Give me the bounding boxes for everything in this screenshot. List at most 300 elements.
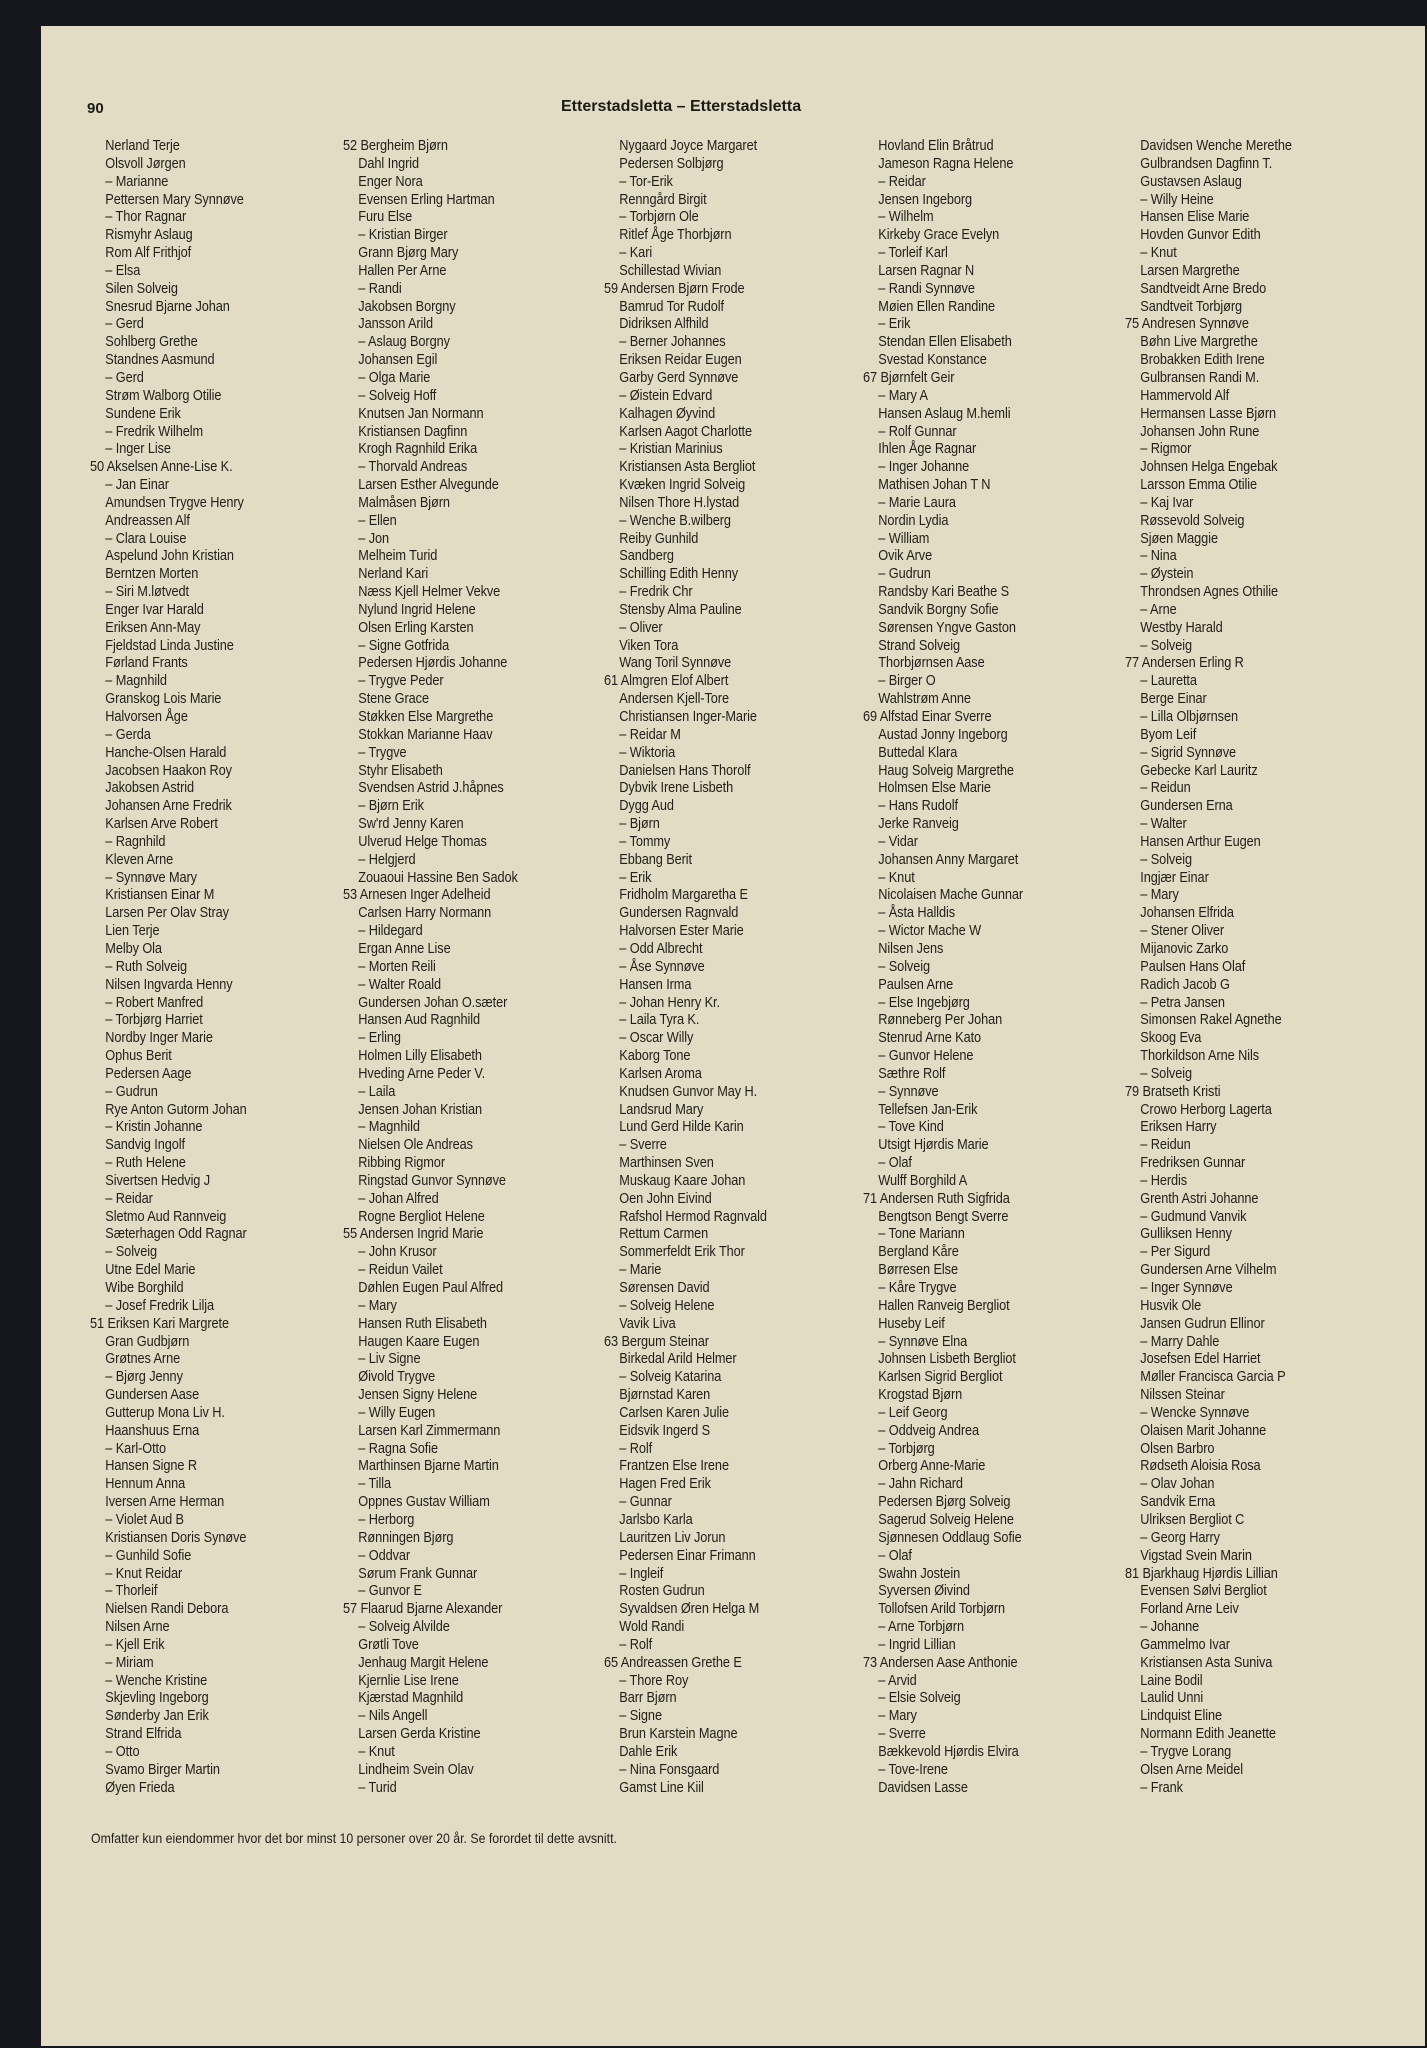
- resident-entry: – Torbjørn Ole: [619, 208, 699, 226]
- resident-entry: Birkedal Arild Helmer: [619, 1350, 737, 1368]
- resident-entry: – Olaf: [878, 1154, 912, 1172]
- resident-entry: – Olga Marie: [358, 368, 431, 386]
- resident-entry: Halvorsen Ester Marie: [619, 922, 744, 940]
- resident-entry: Throndsen Agnes Othilie: [1140, 583, 1278, 601]
- resident-entry: – Lauretta: [1140, 672, 1197, 690]
- column-4: [863, 137, 1077, 1796]
- resident-entry: – Bjørg Jenny: [105, 1368, 183, 1386]
- resident-entry: Vavik Liva: [619, 1314, 676, 1332]
- resident-entry: Karlsen Arve Robert: [105, 815, 218, 833]
- resident-entry: Husvik Ole: [1140, 1296, 1202, 1314]
- resident-entry: Sørensen Yngve Gaston: [878, 618, 1016, 636]
- resident-entry: Davidsen Lasse: [878, 1778, 968, 1796]
- resident-entry: Olaisen Marit Johanne: [1140, 1421, 1267, 1439]
- resident-entry: – Tove-Irene: [878, 1760, 948, 1778]
- resident-entry: Jakobsen Astrid: [105, 779, 195, 797]
- resident-entry: – Mary A: [878, 386, 928, 404]
- resident-entry: – Kjell Erik: [105, 1635, 165, 1653]
- resident-entry: Marthinsen Sven: [619, 1154, 714, 1172]
- resident-entry: – Randi Synnøve: [878, 279, 975, 297]
- resident-entry: Vigstad Svein Marin: [1140, 1546, 1252, 1564]
- resident-entry: Bengtson Bengt Sverre: [878, 1207, 1009, 1225]
- resident-entry: – Laila: [358, 1082, 396, 1100]
- resident-entry: Amundsen Trygve Henry: [105, 493, 244, 511]
- resident-entry: Haug Solveig Margrethe: [878, 761, 1014, 779]
- resident-entry: – Reidun: [1140, 1136, 1191, 1154]
- resident-entry: Larsen Margrethe: [1140, 261, 1240, 279]
- resident-entry: Gulliksen Henny: [1140, 1225, 1232, 1243]
- resident-entry: Laine Bodil: [1140, 1671, 1203, 1689]
- resident-entry: – Nina: [1140, 547, 1177, 565]
- resident-entry: Kristiansen Asta Bergliot: [619, 458, 756, 476]
- resident-entry: 50 Akselsen Anne-Lise K.: [90, 458, 233, 476]
- resident-entry: Karlsen Sigrid Bergliot: [878, 1368, 1003, 1386]
- resident-entry: – Liv Signe: [358, 1350, 421, 1368]
- resident-entry: 71 Andersen Ruth Sigfrida: [863, 1189, 1010, 1207]
- resident-entry: – Olav Johan: [1140, 1475, 1215, 1493]
- resident-entry: Hammervold Alf: [1140, 386, 1230, 404]
- resident-entry: Kalhagen Øyvind: [619, 404, 716, 422]
- resident-entry: – Reidun: [1140, 779, 1191, 797]
- resident-entry: Holmen Lilly Elisabeth: [358, 1047, 482, 1065]
- resident-entry: – Solveig: [1140, 850, 1192, 868]
- resident-entry: Nilsen Jens: [878, 939, 944, 957]
- resident-entry: – Kristin Johanne: [105, 1118, 203, 1136]
- resident-entry: – Solveig Katarina: [619, 1368, 722, 1386]
- resident-entry: – Walter: [1140, 815, 1187, 833]
- resident-entry: – Inger Synnøve: [1140, 1279, 1233, 1296]
- resident-entry: Schillestad Wivian: [619, 261, 722, 279]
- resident-entry: Byom Leif: [1140, 725, 1197, 743]
- resident-entry: Radich Jacob G: [1140, 975, 1230, 993]
- resident-entry: – Johan Henry Kr.: [619, 993, 720, 1011]
- resident-entry: Christiansen Inger-Marie: [619, 708, 757, 725]
- resident-entry: Sivertsen Hedvig J: [105, 1171, 211, 1189]
- resident-entry: Normann Edith Jeanette: [1140, 1725, 1276, 1743]
- resident-entry: Nilsen Arne: [105, 1618, 170, 1636]
- resident-entry: Huseby Leif: [878, 1314, 945, 1332]
- resident-entry: Wang Toril Synnøve: [619, 654, 732, 672]
- resident-entry: 73 Andersen Aase Anthonie: [863, 1653, 1018, 1671]
- resident-entry: Zouaoui Hassine Ben Sadok: [358, 868, 518, 886]
- resident-entry: Nielsen Ole Andreas: [358, 1136, 473, 1154]
- resident-entry: – Wilhelm: [878, 208, 934, 226]
- resident-entry: Ritlef Åge Thorbjørn: [619, 226, 732, 244]
- resident-entry: – Josef Fredrik Lilja: [105, 1296, 215, 1314]
- resident-entry: Lund Gerd Hilde Karin: [619, 1118, 744, 1136]
- resident-entry: Swahn Jostein: [878, 1564, 961, 1582]
- resident-entry: – Morten Reili: [358, 957, 436, 975]
- column-1: [90, 137, 304, 1796]
- resident-entry: 63 Bergum Steinar: [604, 1332, 709, 1350]
- resident-entry: Hansen Ruth Elisabeth: [358, 1314, 487, 1332]
- resident-entry: Mathisen Johan T N: [878, 476, 991, 494]
- resident-entry: – Berner Johannes: [619, 333, 726, 351]
- resident-entry: Svamo Birger Martin: [105, 1760, 220, 1778]
- resident-entry: Rosten Gudrun: [619, 1582, 705, 1600]
- resident-entry: – Solveig Alvilde: [358, 1618, 450, 1636]
- resident-entry: Møien Ellen Randine: [878, 297, 996, 315]
- resident-entry: – Gerd: [105, 315, 144, 333]
- resident-entry: – Jon: [358, 529, 390, 547]
- resident-entry: Oen John Eivind: [619, 1189, 712, 1207]
- resident-entry: – Arne Torbjørn: [878, 1618, 964, 1636]
- resident-entry: 61 Almgren Elof Albert: [604, 672, 729, 690]
- resident-entry: – Sverre: [619, 1136, 667, 1154]
- resident-entry: – Synnøve Mary: [105, 868, 197, 886]
- resident-entry: – Hildegard: [358, 922, 423, 940]
- resident-entry: – Solveig Helene: [619, 1296, 715, 1314]
- resident-entry: – Reidar: [105, 1189, 153, 1207]
- resident-entry: Kjærstad Magnhild: [358, 1689, 464, 1707]
- resident-entry: Larsson Emma Otilie: [1140, 476, 1258, 494]
- resident-entry: 67 Bjørnfelt Geir: [863, 368, 955, 386]
- resident-entry: Kleven Arne: [105, 850, 174, 868]
- resident-entry: Gutterup Mona Liv H.: [105, 1403, 225, 1421]
- resident-entry: – Tove Kind: [878, 1118, 944, 1136]
- resident-entry: – Åse Synnøve: [619, 957, 705, 975]
- resident-entry: Stensby Alma Pauline: [619, 600, 742, 618]
- resident-entry: – Robert Manfred: [105, 993, 204, 1011]
- resident-entry: Hveding Arne Peder V.: [358, 1064, 486, 1082]
- resident-entry: Støkken Else Margrethe: [358, 708, 494, 725]
- resident-entry: Pedersen Solbjørg: [619, 154, 724, 172]
- resident-entry: – Signe: [619, 1707, 662, 1725]
- resident-entry: Sandvik Erna: [1140, 1493, 1216, 1511]
- resident-entry: Rønneberg Per Johan: [878, 1011, 1003, 1029]
- resident-entry: Møller Francisca Garcia P: [1140, 1368, 1286, 1386]
- resident-entry: Brobakken Edith Irene: [1140, 351, 1265, 369]
- resident-entry: – Erik: [619, 868, 652, 886]
- resident-entry: – Gudrun: [105, 1082, 158, 1100]
- resident-entry: Sæterhagen Odd Ragnar: [105, 1225, 247, 1243]
- resident-entry: – Tommy: [619, 832, 671, 850]
- resident-entry: Gebecke Karl Lauritz: [1140, 761, 1258, 779]
- resident-entry: – Fredrik Wilhelm: [105, 422, 204, 440]
- resident-entry: Muskaug Kaare Johan: [619, 1171, 746, 1189]
- resident-entry: 65 Andreassen Grethe E: [604, 1653, 742, 1671]
- resident-entry: Paulsen Hans Olaf: [1140, 957, 1246, 975]
- resident-entry: Hansen Signe R: [105, 1457, 197, 1475]
- resident-entry: – Olaf: [878, 1546, 912, 1564]
- resident-entry: – Mary: [358, 1296, 397, 1314]
- resident-entry: – Laila Tyra K.: [619, 1011, 700, 1029]
- resident-entry: Furu Else: [358, 208, 413, 226]
- resident-entry: – Gerd: [105, 368, 144, 386]
- resident-entry: Thorkildson Arne Nils: [1140, 1047, 1259, 1065]
- resident-entry: – Kari: [619, 244, 653, 262]
- resident-entry: – Turid: [358, 1778, 397, 1796]
- resident-entry: – Herborg: [358, 1510, 415, 1528]
- resident-entry: Johansen John Rune: [1140, 422, 1260, 440]
- footnote: Omfatter kun eiendommer hvor det bor minst 10 personer over 20 år. Se forordet til dette avsnitt.: [91, 1830, 617, 1846]
- resident-entry: Ergan Anne Lise: [358, 939, 451, 957]
- resident-entry: Andreassen Alf: [105, 511, 190, 529]
- resident-entry: Nilssen Steinar: [1140, 1386, 1225, 1404]
- resident-entry: – Tor-Erik: [619, 172, 673, 190]
- resident-entry: Jensen Johan Kristian: [358, 1100, 482, 1118]
- resident-entry: Dahl Ingrid: [358, 154, 420, 172]
- resident-entry: Jameson Ragna Helene: [878, 154, 1014, 172]
- resident-entry: – Karl-Otto: [105, 1439, 167, 1457]
- resident-entry: Ophus Berit: [105, 1047, 172, 1065]
- resident-entry: – Wiktoria: [619, 743, 676, 761]
- resident-entry: – Else Ingebjørg: [878, 993, 970, 1011]
- resident-entry: – Solveig: [105, 1243, 157, 1261]
- resident-entry: – Gunvor Helene: [878, 1047, 974, 1065]
- resident-entry: – Wenche B.wilberg: [619, 511, 731, 529]
- resident-entry: Lien Terje: [105, 922, 160, 940]
- resident-entry: Sandtveidt Arne Bredo: [1140, 279, 1267, 297]
- resident-entry: Sjønnesen Oddlaug Sofie: [878, 1528, 1022, 1546]
- resident-entry: – Thor Ragnar: [105, 208, 187, 226]
- resident-entry: Førland Frants: [105, 654, 188, 672]
- resident-entry: Olsvoll Jørgen: [105, 154, 186, 172]
- resident-entry: Johansen Anny Margaret: [878, 850, 1019, 868]
- resident-entry: – Ragnhild: [105, 832, 166, 850]
- page-number: 90: [87, 100, 104, 117]
- resident-entry: – Gudmund Vanvik: [1140, 1207, 1247, 1225]
- resident-entry: – William: [878, 529, 930, 547]
- resident-entry: Gran Gudbjørn: [105, 1332, 190, 1350]
- resident-entry: – Odd Albrecht: [619, 939, 703, 957]
- resident-entry: Oppnes Gustav William: [358, 1493, 490, 1511]
- resident-entry: 51 Eriksen Kari Margrete: [90, 1314, 229, 1332]
- resident-entry: Skjevling Ingeborg: [105, 1689, 209, 1707]
- resident-entry: – Solveig: [1140, 636, 1192, 654]
- resident-entry: – Solveig: [1140, 1064, 1192, 1082]
- resident-entry: Ribbing Rigmor: [358, 1154, 445, 1172]
- resident-entry: Gustavsen Aslaug: [1140, 172, 1242, 190]
- resident-entry: – Knut Reidar: [105, 1564, 183, 1582]
- resident-entry: Krogstad Bjørn: [878, 1386, 963, 1404]
- resident-entry: Fjeldstad Linda Justine: [105, 636, 234, 654]
- resident-entry: Larsen Gerda Kristine: [358, 1725, 481, 1743]
- resident-entry: Malmåsen Bjørn: [358, 493, 450, 511]
- resident-entry: Sønderby Jan Erik: [105, 1707, 209, 1725]
- resident-entry: – Walter Roald: [358, 975, 441, 993]
- resident-entry: Sæthre Rolf: [878, 1064, 946, 1082]
- resident-entry: – Mary: [878, 1707, 917, 1725]
- resident-entry: Johansen Arne Fredrik: [105, 797, 232, 815]
- column-3: [604, 137, 818, 1796]
- resident-entry: – Jahn Richard: [878, 1475, 963, 1493]
- resident-entry: Didriksen Alfhild: [619, 315, 709, 333]
- resident-entry: Hansen Aud Ragnhild: [358, 1011, 481, 1029]
- resident-entry: Gundersen Ragnvald: [619, 904, 739, 922]
- resident-entry: – Hans Rudolf: [878, 797, 959, 815]
- resident-entry: – Oddvar: [358, 1546, 411, 1564]
- resident-entry: – Thorvald Andreas: [358, 458, 468, 476]
- resident-entry: Marthinsen Bjarne Martin: [358, 1457, 499, 1475]
- resident-entry: Haanshuus Erna: [105, 1421, 200, 1439]
- resident-entry: Carlsen Harry Normann: [358, 904, 492, 922]
- resident-entry: – Petra Jansen: [1140, 993, 1225, 1011]
- resident-entry: Hovland Elin Bråtrud: [878, 137, 994, 154]
- resident-entry: Nordby Inger Marie: [105, 1029, 213, 1047]
- resident-entry: Hansen Aslaug M.hemli: [878, 404, 1011, 422]
- resident-entry: – Willy Heine: [1140, 190, 1214, 208]
- resident-entry: – Thorleif: [105, 1582, 158, 1600]
- resident-entry: Grenth Astri Johanne: [1140, 1189, 1259, 1207]
- resident-entry: Gulbrandsen Dagfinn T.: [1140, 154, 1273, 172]
- resident-entry: Paulsen Arne: [878, 975, 954, 993]
- resident-entry: Melby Ola: [105, 939, 162, 957]
- resident-entry: Gulbransen Randi M.: [1140, 368, 1260, 386]
- resident-entry: Sandvik Borgny Sofie: [878, 600, 999, 618]
- resident-entry: Sommerfeldt Erik Thor: [619, 1243, 745, 1261]
- resident-entry: Jansson Arild: [358, 315, 434, 333]
- resident-entry: Kaborg Tone: [619, 1047, 691, 1065]
- resident-entry: – Sverre: [878, 1725, 926, 1743]
- resident-entry: Frantzen Else Irene: [619, 1457, 729, 1475]
- resident-entry: – Reidar M: [619, 725, 681, 743]
- resident-entry: – Herdis: [1140, 1171, 1188, 1189]
- resident-entry: – Oliver: [619, 618, 663, 636]
- resident-entry: Fredriksen Gunnar: [1140, 1154, 1246, 1172]
- resident-entry: Sagerud Solveig Helene: [878, 1510, 1014, 1528]
- resident-entry: Ringstad Gunvor Synnøve: [358, 1171, 506, 1189]
- resident-entry: Eriksen Harry: [1140, 1118, 1217, 1136]
- resident-entry: Evensen Erling Hartman: [358, 190, 495, 208]
- resident-entry: Jensen Ingeborg: [878, 190, 973, 208]
- resident-entry: Sundene Erik: [105, 404, 181, 422]
- resident-entry: – Inger Lise: [105, 440, 171, 458]
- resident-entry: Svendsen Astrid J.håpnes: [358, 779, 504, 797]
- resident-entry: Gammelmo Ivar: [1140, 1635, 1230, 1653]
- resident-entry: Melheim Turid: [358, 547, 438, 565]
- resident-entry: – Rolf: [619, 1635, 653, 1653]
- resident-entry: – Inger Johanne: [878, 458, 970, 476]
- resident-entry: – Clara Louise: [105, 529, 187, 547]
- resident-entry: – Nina Fonsgaard: [619, 1760, 720, 1778]
- resident-entry: – Synnøve Elna: [878, 1332, 968, 1350]
- resident-entry: 77 Andersen Erling R: [1125, 654, 1244, 672]
- resident-entry: Ebbang Berit: [619, 850, 693, 868]
- resident-entry: Kristiansen Einar M: [105, 886, 215, 904]
- resident-entry: – Gerda: [105, 725, 151, 743]
- resident-entry: Hennum Anna: [105, 1475, 186, 1493]
- resident-entry: – Erling: [358, 1029, 401, 1047]
- resident-entry: Grøtli Tove: [358, 1635, 419, 1653]
- resident-entry: Ulriksen Bergliot C: [1140, 1510, 1245, 1528]
- resident-entry: Fridholm Margaretha E: [619, 886, 748, 904]
- resident-entry: Silen Solveig: [105, 279, 178, 297]
- resident-entry: Austad Jonny Ingeborg: [878, 725, 1008, 743]
- resident-entry: Ihlen Åge Ragnar: [878, 440, 977, 458]
- resident-entry: Rødseth Aloisia Rosa: [1140, 1457, 1261, 1475]
- resident-entry: – Signe Gotfrida: [358, 636, 450, 654]
- resident-entry: Kjernlie Lise Irene: [358, 1671, 459, 1689]
- resident-entry: – Trygve Lorang: [1140, 1742, 1232, 1760]
- resident-entry: Dygg Aud: [619, 797, 674, 815]
- resident-entry: Renngård Birgit: [619, 190, 707, 208]
- resident-entry: 81 Bjarkhaug Hjørdis Lillian: [1125, 1564, 1278, 1582]
- resident-entry: – Georg Harry: [1140, 1528, 1220, 1546]
- resident-entry: Sørensen David: [619, 1279, 710, 1296]
- resident-entry: – Stener Oliver: [1140, 922, 1225, 940]
- resident-entry: 75 Andresen Synnøve: [1125, 315, 1249, 333]
- resident-entry: Halvorsen Åge: [105, 708, 188, 725]
- resident-entry: – Øistein Edvard: [619, 386, 713, 404]
- resident-entry: – Sigrid Synnøve: [1140, 743, 1237, 761]
- resident-entry: – Reidun Vailet: [358, 1261, 443, 1279]
- resident-entry: Mijanovic Zarko: [1140, 939, 1229, 957]
- resident-entry: Rom Alf Frithjof: [105, 244, 192, 262]
- resident-entry: Nielsen Randi Debora: [105, 1600, 229, 1618]
- resident-entry: – Arne: [1140, 600, 1177, 618]
- resident-entry: Eidsvik Ingerd S: [619, 1421, 711, 1439]
- resident-entry: Randsby Kari Beathe S: [878, 583, 1010, 601]
- resident-entry: – Randi: [358, 279, 402, 297]
- resident-entry: Sørum Frank Gunnar: [358, 1564, 478, 1582]
- resident-entry: Pedersen Einar Frimann: [619, 1546, 756, 1564]
- resident-entry: Johansen Egil: [358, 351, 438, 369]
- resident-entry: Næss Kjell Helmer Vekve: [358, 583, 501, 601]
- resident-entry: Hansen Elise Marie: [1140, 208, 1250, 226]
- resident-entry: Berge Einar: [1140, 690, 1207, 708]
- resident-entry: Grann Bjørg Mary: [358, 244, 459, 262]
- resident-entry: – Magnhild: [358, 1118, 420, 1136]
- resident-entry: Schilling Edith Henny: [619, 565, 739, 583]
- resident-entry: – Kristian Marinius: [619, 440, 723, 458]
- resident-entry: Nilsen Thore H.lystad: [619, 493, 740, 511]
- resident-entry: – Mary: [1140, 886, 1179, 904]
- resident-entry: – Johanne: [1140, 1618, 1200, 1636]
- resident-entry: Orberg Anne-Marie: [878, 1457, 986, 1475]
- resident-entry: Pettersen Mary Synnøve: [105, 190, 244, 208]
- resident-entry: Westby Harald: [1140, 618, 1223, 636]
- resident-entry: Bækkevold Hjørdis Elvira: [878, 1742, 1019, 1760]
- resident-entry: Jakobsen Borgny: [358, 297, 456, 315]
- resident-entry: Stokkan Marianne Haav: [358, 725, 493, 743]
- resident-entry: 59 Andersen Bjørn Frode: [604, 279, 745, 297]
- resident-entry: Nilsen Ingvarda Henny: [105, 975, 233, 993]
- resident-entry: Danielsen Hans Thorolf: [619, 761, 751, 779]
- resident-entry: Nerland Terje: [105, 137, 180, 154]
- resident-entry: Pedersen Bjørg Solveig: [878, 1493, 1011, 1511]
- resident-entry: Buttedal Klara: [878, 743, 958, 761]
- resident-entry: – Johan Alfred: [358, 1189, 439, 1207]
- resident-entry: Pedersen Hjørdis Johanne: [358, 654, 508, 672]
- resident-entry: – Elsie Solveig: [878, 1689, 961, 1707]
- resident-entry: Viken Tora: [619, 636, 679, 654]
- resident-entry: Garby Gerd Synnøve: [619, 368, 739, 386]
- resident-entry: 53 Arnesen Inger Adelheid: [343, 886, 491, 904]
- resident-entry: Eriksen Reidar Eugen: [619, 351, 742, 369]
- resident-entry: Kristiansen Asta Suniva: [1140, 1653, 1273, 1671]
- resident-entry: Stenrud Arne Kato: [878, 1029, 982, 1047]
- resident-entry: Sandberg: [619, 547, 674, 565]
- resident-entry: Kristiansen Doris Synøve: [105, 1528, 247, 1546]
- resident-entry: Jerke Ranveig: [878, 815, 959, 833]
- resident-entry: – Helgjerd: [358, 850, 416, 868]
- resident-entry: Hallen Ranveig Bergliot: [878, 1296, 1010, 1314]
- resident-entry: – Per Sigurd: [1140, 1243, 1211, 1261]
- resident-entry: Johansen Elfrida: [1140, 904, 1234, 922]
- resident-entry: Hallen Per Arne: [358, 261, 447, 279]
- resident-entry: Holmsen Else Marie: [878, 779, 991, 797]
- resident-entry: Tollofsen Arild Torbjørn: [878, 1600, 1006, 1618]
- resident-entry: Olsen Barbro: [1140, 1439, 1215, 1457]
- resident-entry: Nerland Kari: [358, 565, 429, 583]
- resident-entry: Larsen Karl Zimmermann: [358, 1421, 501, 1439]
- resident-entry: Larsen Ragnar N: [878, 261, 975, 279]
- resident-entry: 55 Andersen Ingrid Marie: [343, 1225, 484, 1243]
- resident-entry: – Kristian Birger: [358, 226, 448, 244]
- resident-entry: – Wictor Mache W: [878, 922, 982, 940]
- resident-entry: Davidsen Wenche Merethe: [1140, 137, 1292, 154]
